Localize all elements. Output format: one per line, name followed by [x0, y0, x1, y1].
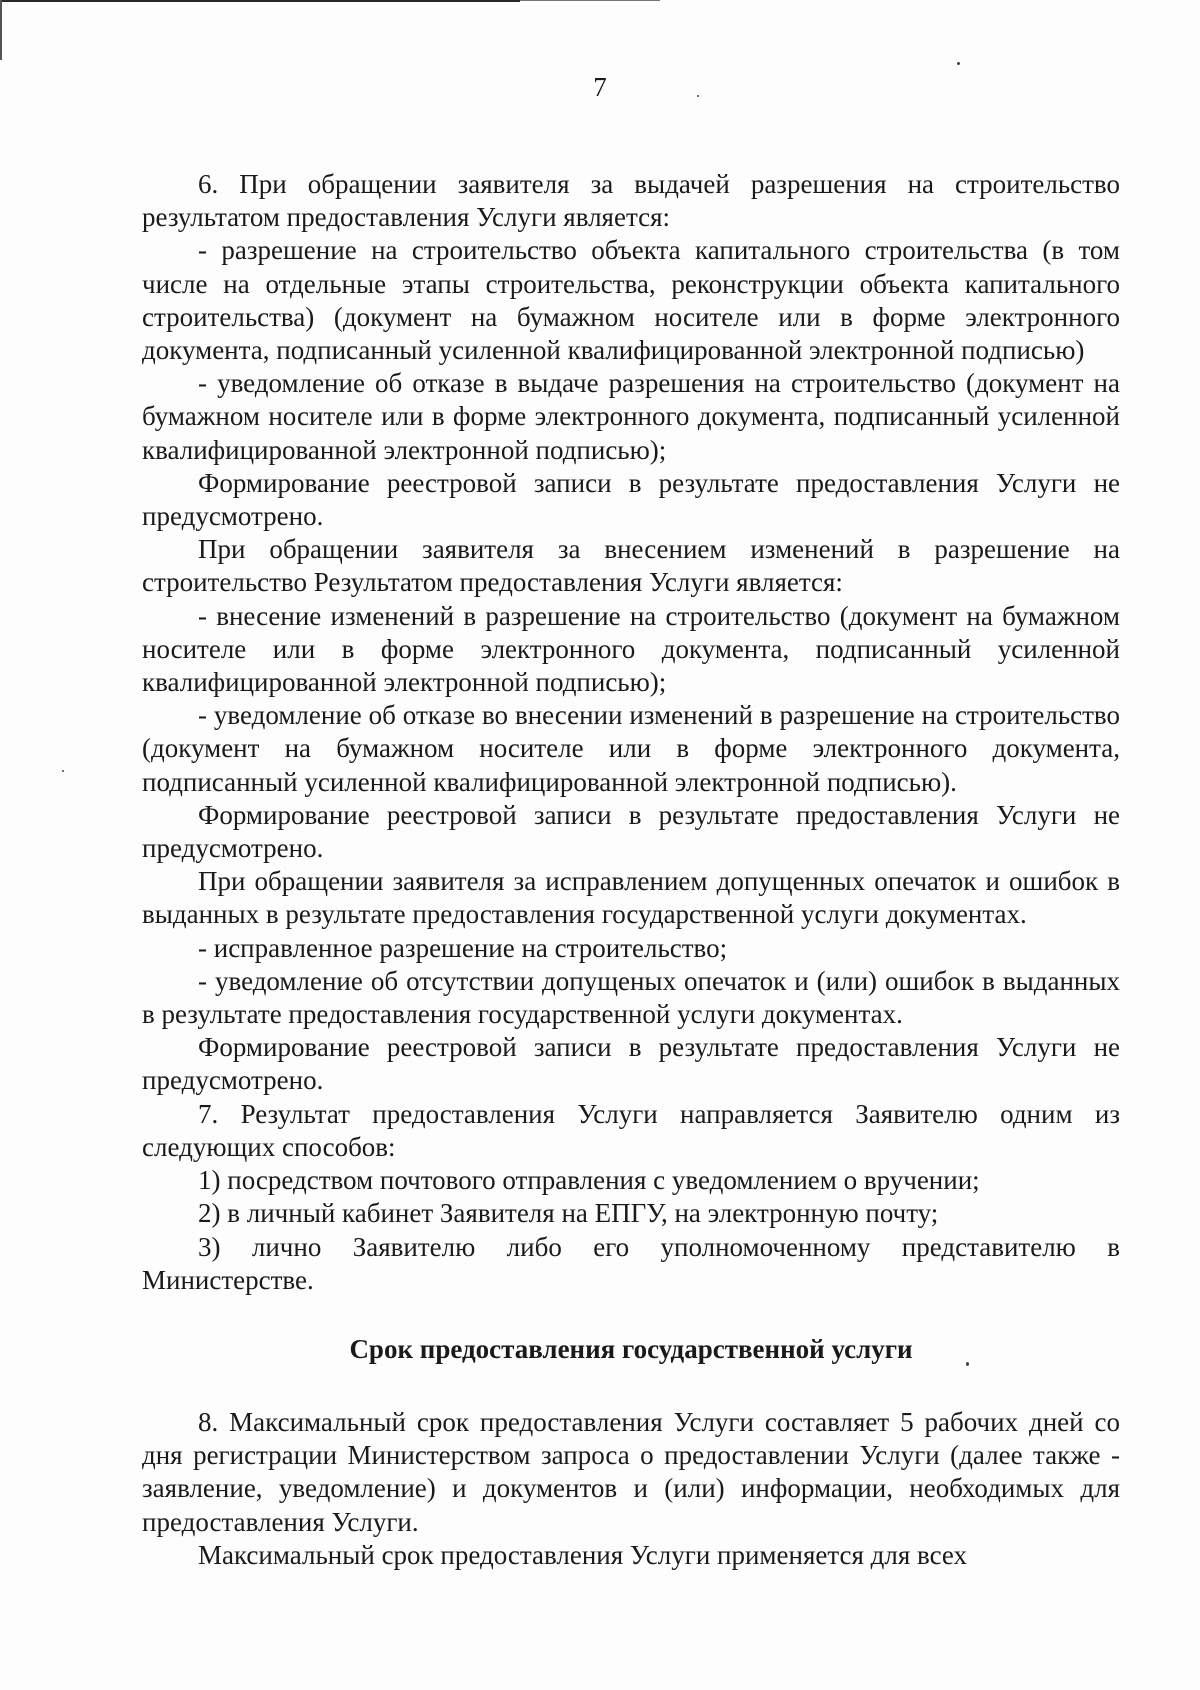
- paragraph: Формирование реестровой записи в результате предоставления Услуги не предусмотрено.: [142, 799, 1120, 864]
- scan-speck: [62, 770, 64, 772]
- document-body: [142, 168, 1120, 1572]
- list-item: 1) посредством почтового отправления с уведомлением о вручении;: [198, 1165, 980, 1196]
- paragraph: Формирование реестровой записи в результате предоставления Услуги не предусмотрено.: [142, 467, 1120, 532]
- paragraph: 6. При обращении заявителя за выдачей разрешения на строительство результатом предоставления Услуги является:: [142, 169, 1120, 233]
- paragraph: - внесение изменений в разрешение на строительство (документ на бумажном носителе или в форме электронного документа, подписанный усиленной квалифицированной электронной подписью);: [142, 600, 1120, 698]
- paragraph: - исправленное разрешение на строительство;: [198, 932, 728, 963]
- paragraph: Формирование реестровой записи в результате предоставления Услуги не предусмотрено.: [142, 1032, 1120, 1096]
- scan-speck: [957, 62, 960, 65]
- paragraph: - уведомление об отказе во внесении изменений в разрешение на строительство (документ на бумажном носителе или в форме электронного документа, подписанный усиленной квалифицированной электронной подписью).: [142, 700, 1120, 797]
- paragraph: - уведомление об отсутствии допущеных опечаток и (или) ошибок в выданных в результате предоставления государственной услуги документах.: [142, 965, 1120, 1030]
- paragraph: - уведомление об отказе в выдаче разрешения на строительство (документ на бумажном носителе или в форме электронного документа, подписанный усиленной квалифицированной электронной подписью);: [142, 368, 1120, 465]
- scan-edge-top: [0, 0, 520, 2]
- paragraph: При обращении заявителя за исправлением допущенных опечаток и ошибок в выданных в результате предоставления государственной услуги документах.: [142, 866, 1120, 930]
- paragraph: 8. Максимальный срок предоставления Услуги составляет 5 рабочих дней со дня регистрации Министерством запроса о предоставлении Услуги (далее также - заявление, уведомление) и документов и (или) информации, необходимых для предоставления Услуги.: [142, 1406, 1120, 1537]
- paragraph: Максимальный срок предоставления Услуги применяется для всех: [198, 1539, 968, 1570]
- list-item: 2) в личный кабинет Заявителя на ЕПГУ, на электронную почту;: [198, 1198, 939, 1229]
- paragraph: - разрешение на строительство объекта капитального строительства (в том числе на отдельные этапы строительства, реконструкции объекта капитального строительства) (документ на бумажном носителе или в форме электронного документа, подписанный усиленной квалифицированной электронной подписью): [142, 235, 1120, 366]
- list-item: 3) лично Заявителю либо его уполномоченному представителю в Министерстве.: [142, 1231, 1120, 1295]
- page-number: 7: [593, 72, 607, 102]
- paragraph: 7. Результат предоставления Услуги направляется Заявителю одним из следующих способов:: [142, 1098, 1120, 1162]
- scan-edge-left: [0, 0, 2, 60]
- section-heading: Срок предоставления государственной услуги: [349, 1333, 913, 1364]
- paragraph: При обращении заявителя за внесением изменений в разрешение на строительство Результатом предоставления Услуги является:: [142, 534, 1120, 598]
- scan-edge-top-faint: [520, 0, 660, 1]
